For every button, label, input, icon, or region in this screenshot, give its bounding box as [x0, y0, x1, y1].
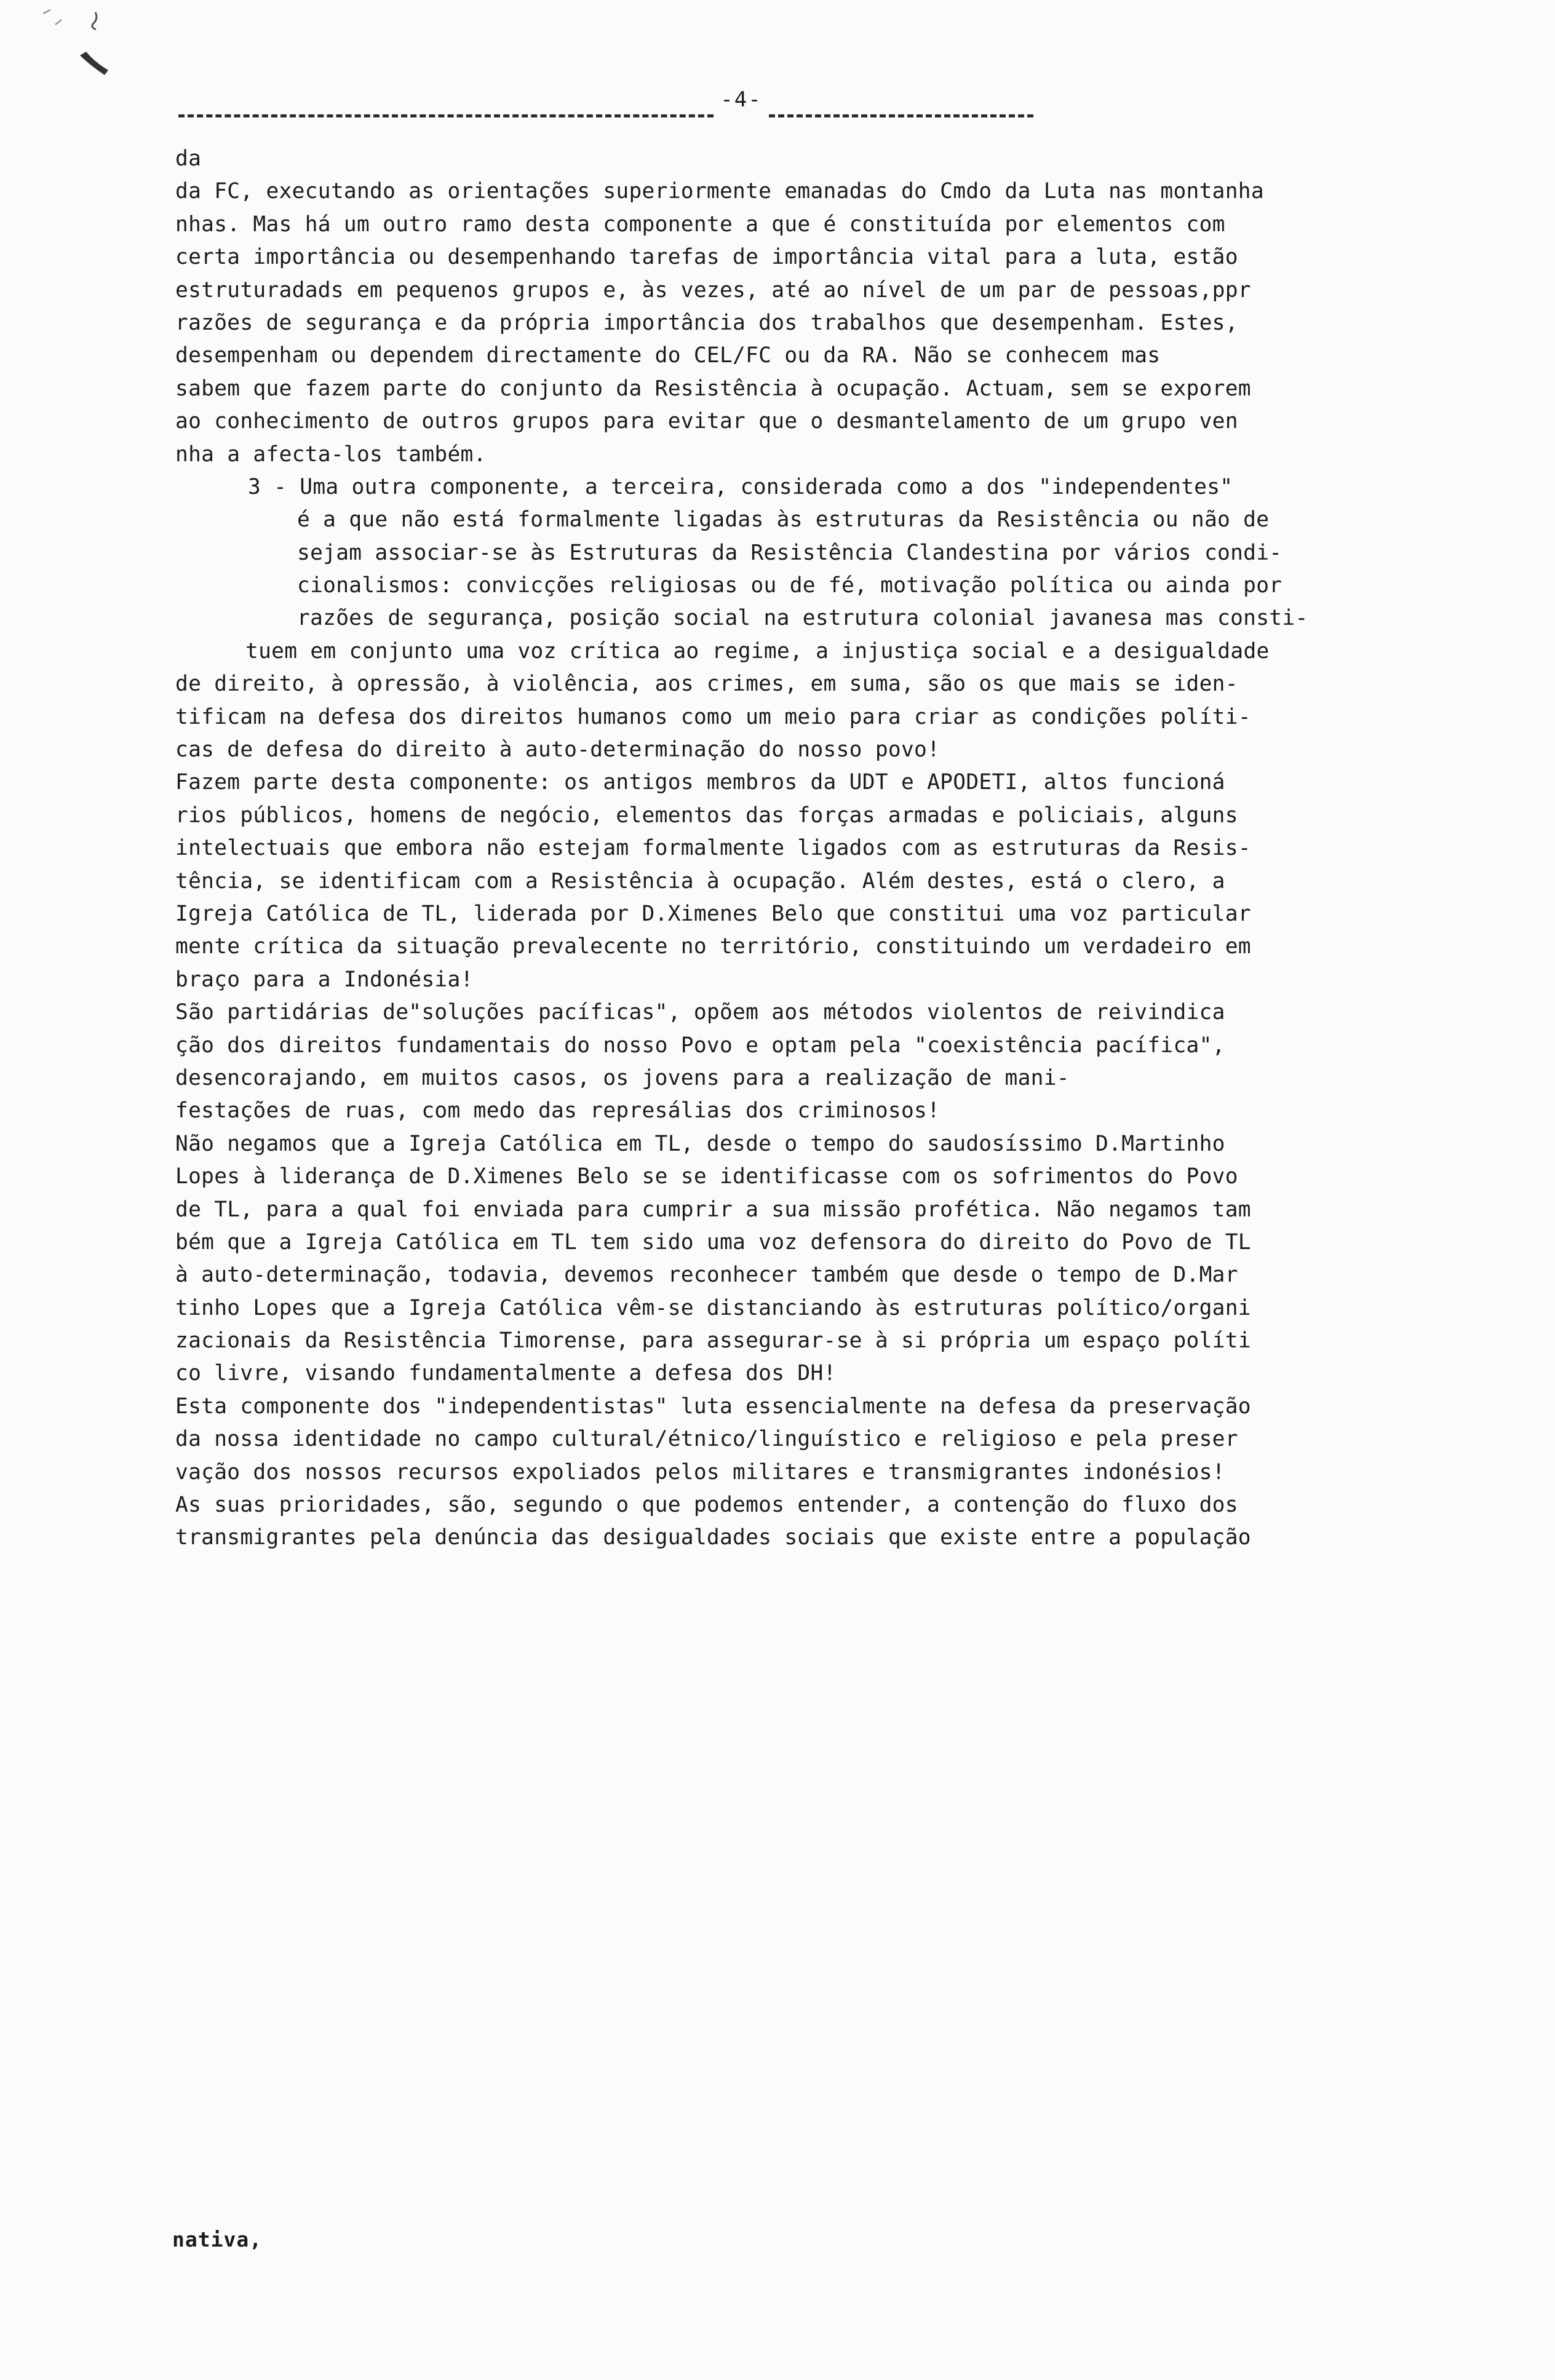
text-line: sejam associar-se às Estruturas da Resistência Clandestina por vários condi-	[297, 540, 1283, 565]
text-line: nha a afecta-los também.	[175, 442, 487, 467]
text-line: braço para a Indonésia!	[175, 967, 474, 992]
text-line: certa importância ou desempenhando tarefas de importância vital para a luta, estão	[175, 245, 1238, 270]
text-line: festações de ruas, com medo das represálias dos criminosos!	[175, 1098, 941, 1124]
text-line: estruturadads em pequenos grupos e, às vezes, até ao nível de um par de pessoas,ppr	[175, 277, 1251, 303]
header-rule-left	[178, 114, 714, 117]
footer-catchword: nativa,	[172, 2227, 263, 2251]
text-line: mente crítica da situação prevalecente no território, constituindo um verdadeiro em	[175, 934, 1251, 959]
text-line: tência, se identificam com a Resistência à ocupação. Além destes, está o clero, a	[175, 868, 1225, 894]
text-line: desempenham ou dependem directamente do CEL/FC ou da RA. Não se conhecem mas	[175, 343, 1161, 368]
text-line: da FC, executando as orientações superiormente emanadas do Cmdo da Luta nas montanha	[175, 179, 1264, 204]
text-line: tuem em conjunto uma voz crítica ao regime, a injustiça social e a desigualdade	[245, 638, 1270, 664]
text-line: razões de segurança, posição social na estrutura colonial javanesa mas consti-	[297, 606, 1308, 631]
text-line: ção dos direitos fundamentais do nosso Povo e optam pela "coexistência pacífica",	[175, 1033, 1225, 1058]
text-line: Não negamos que a Igreja Católica em TL, desde o tempo do saudosíssimo D.Martinho	[175, 1131, 1225, 1156]
text-line: nhas. Mas há um outro ramo desta componente a que é constituída por elementos com	[175, 212, 1225, 237]
text-line: tificam na defesa dos direitos humanos como um meio para criar as condições políti-	[175, 704, 1251, 729]
text-line: As suas prioridades, são, segundo o que podemos entender, a contenção do fluxo dos	[175, 1493, 1238, 1518]
text-line: Igreja Católica de TL, liderada por D.Ximenes Belo que constitui uma voz particular	[175, 901, 1251, 926]
text-line: São partidárias de"soluções pacíficas", opõem aos métodos violentos de reivindica	[175, 1000, 1225, 1025]
text-line: sabem que fazem parte do conjunto da Resistência à ocupação. Actuam, sem se exporem	[175, 376, 1251, 401]
text-line: Fazem parte desta componente: os antigos membros da UDT e APODETI, altos funcioná	[175, 770, 1225, 795]
text-line: 3 - Uma outra componente, a terceira, considerada como a dos "independentes"	[248, 474, 1233, 499]
text-line: cas de defesa do direito à auto-determinação do nosso povo!	[175, 737, 941, 763]
header-rule-right	[769, 114, 1033, 117]
text-line: ao conhecimento de outros grupos para evitar que o desmantelamento de um grupo ven	[175, 409, 1238, 434]
text-line: razões de segurança e da própria importância dos trabalhos que desempenham. Estes,	[175, 310, 1238, 335]
text-line: Lopes à liderança de D.Ximenes Belo se se identificasse com os sofrimentos do Povo	[175, 1164, 1238, 1189]
scan-artifact-mark	[37, 6, 117, 80]
text-line: zacionais da Resistência Timorense, para assegurar-se à si própria um espaço políti	[175, 1328, 1251, 1354]
text-line: de direito, à opressão, à violência, aos crimes, em suma, são os que mais se iden-	[175, 672, 1238, 697]
text-line: de TL, para a qual foi enviada para cumprir a sua missão profética. Não negamos tam	[175, 1197, 1251, 1222]
text-line: co livre, visando fundamentalmente a defesa dos DH!	[175, 1361, 837, 1386]
text-line: tinho Lopes que a Igreja Católica vêm-se distanciando às estruturas político/organi	[175, 1295, 1251, 1320]
text-line: da	[175, 146, 202, 171]
text-line: desencorajando, em muitos casos, os jovens para a realização de mani-	[175, 1065, 1070, 1090]
text-line: cionalismos: convicções religiosas ou de fé, motivação política ou ainda por	[297, 573, 1283, 598]
page-header	[160, 85, 1046, 122]
text-line: rios públicos, homens de negócio, elementos das forças armadas e policiais, alguns	[175, 803, 1238, 828]
text-line: à auto-determinação, todavia, devemos reconhecer também que desde o tempo de D.Mar	[175, 1263, 1238, 1288]
text-line: transmigrantes pela denúncia das desigualdades sociais que existe entre a população	[175, 1525, 1251, 1550]
text-line: bém que a Igreja Católica em TL tem sido uma voz defensora do direito do Povo de TL	[175, 1229, 1251, 1255]
text-line: é a que não está formalmente ligadas às estruturas da Resistência ou não de	[297, 507, 1270, 533]
text-line: intelectuais que embora não estejam formalmente ligados com as estruturas da Resis-	[175, 836, 1251, 861]
page-number: -4-	[720, 87, 762, 112]
document-body	[175, 143, 1461, 1555]
text-line: vação dos nossos recursos expoliados pelos militares e transmigrantes indonésios!	[175, 1459, 1225, 1485]
text-line: da nossa identidade no campo cultural/étnico/linguístico e religioso e pela preser	[175, 1427, 1238, 1452]
text-line: Esta componente dos "independentistas" luta essencialmente na defesa da preservação	[175, 1394, 1251, 1419]
